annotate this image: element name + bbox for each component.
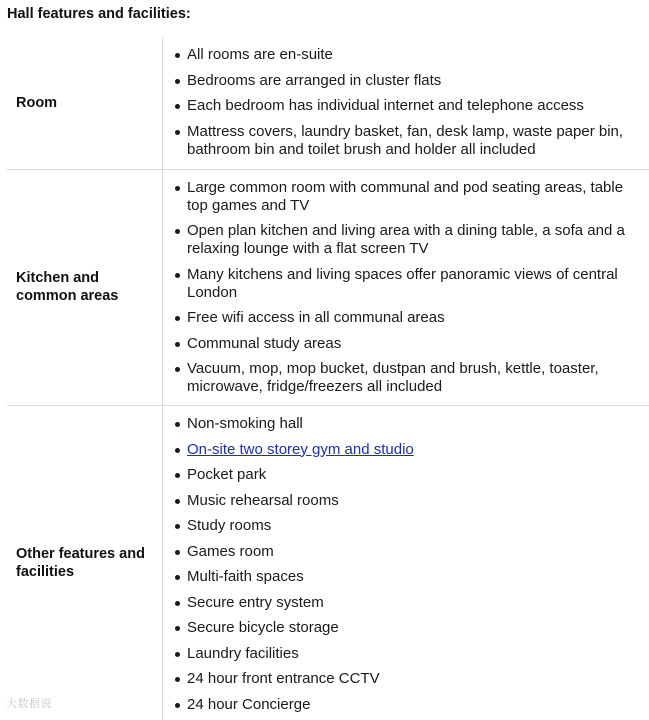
row-label-kitchen: Kitchen and common areas (16, 270, 119, 305)
list-item: Mattress covers, laundry basket, fan, desk lamp, waste paper bin, bathroom bin and toilet brush and holder all included (187, 123, 641, 159)
table-row-room (7, 37, 649, 169)
list-item: 24 hour Concierge (187, 696, 641, 714)
row-content-other (162, 406, 649, 720)
list-item: Secure bicycle storage (187, 619, 641, 637)
list-item: Non-smoking hall (187, 415, 641, 433)
feature-list-room (163, 37, 649, 169)
table-row-kitchen (7, 169, 649, 406)
gym-studio-link[interactable]: On-site two storey gym and studio (187, 440, 414, 458)
features-table (7, 37, 649, 720)
list-item: Study rooms (187, 517, 641, 535)
table-row-other (7, 405, 649, 720)
list-item: Vacuum, mop, mop bucket, dustpan and brush, kettle, toaster, microwave, fridge/freezers all included (187, 360, 641, 396)
row-content-room (162, 37, 649, 169)
list-item: Communal study areas (187, 335, 641, 353)
list-item: Open plan kitchen and living area with a dining table, a sofa and a relaxing lounge with a flat screen TV (187, 222, 641, 258)
list-item: Each bedroom has individual internet and telephone access (187, 97, 641, 115)
list-item: Games room (187, 543, 641, 561)
list-item: Free wifi access in all communal areas (187, 309, 641, 327)
list-item: Secure entry system (187, 594, 641, 612)
feature-list-kitchen (163, 170, 649, 406)
list-item: Bedrooms are arranged in cluster flats (187, 72, 641, 90)
section-heading: Hall features and facilities: (7, 6, 191, 22)
list-item (187, 441, 641, 459)
row-label-other: Other features and facilities (16, 545, 145, 580)
watermark: 大数据说 (6, 697, 52, 710)
list-item: Music rehearsal rooms (187, 492, 641, 510)
list-item: All rooms are en-suite (187, 46, 641, 64)
row-content-kitchen (162, 170, 649, 406)
list-item: Multi-faith spaces (187, 568, 641, 586)
list-item: Many kitchens and living spaces offer panoramic views of central London (187, 266, 641, 302)
list-item: Large common room with communal and pod seating areas, table top games and TV (187, 179, 641, 215)
feature-list-other (163, 406, 649, 720)
row-label-room: Room (16, 94, 58, 111)
list-item: Laundry facilities (187, 645, 641, 663)
list-item: Pocket park (187, 466, 641, 484)
list-item: 24 hour front entrance CCTV (187, 670, 641, 688)
